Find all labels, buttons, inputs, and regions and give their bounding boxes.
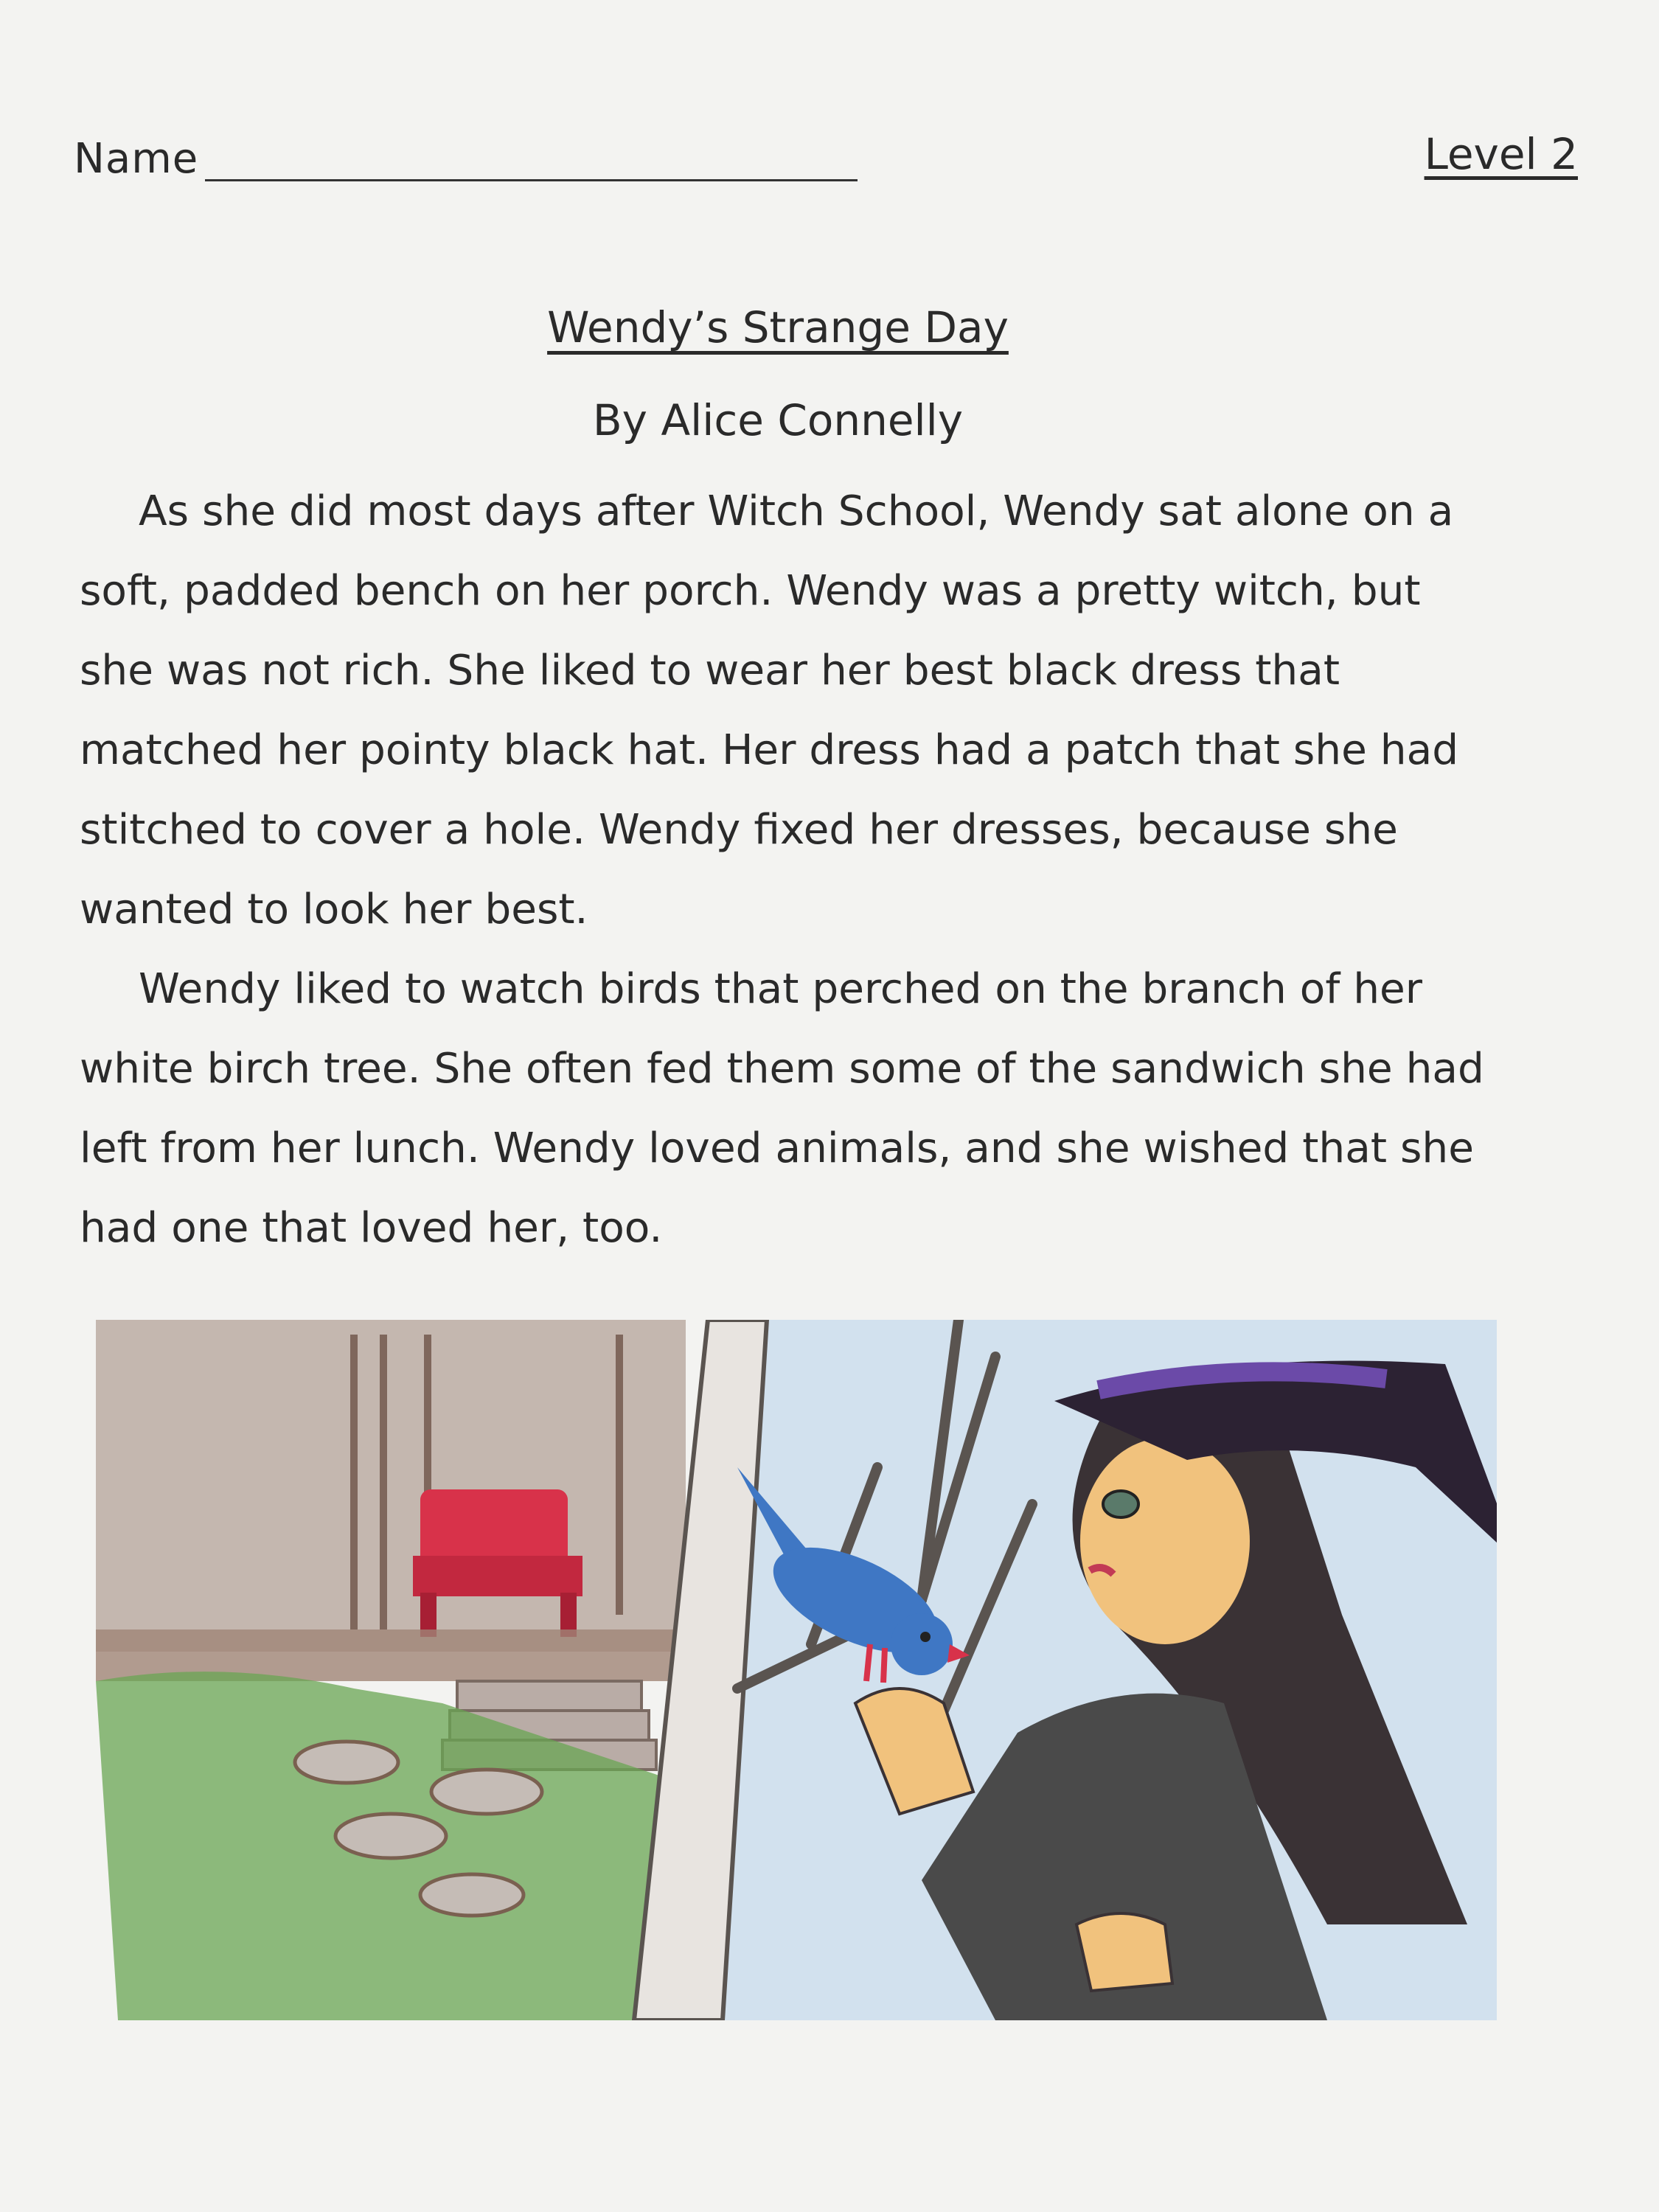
story-line: wanted to look her best. <box>80 886 588 933</box>
story-line: she was not rich. She liked to wear her best black dress that <box>80 647 1340 695</box>
story-line: white birch tree. She often fed them some of the sandwich she had <box>80 1045 1484 1093</box>
name-blank-line <box>205 179 858 181</box>
witch-eye <box>1103 1491 1138 1517</box>
porch-wall <box>96 1320 686 1652</box>
story-heading <box>0 302 1659 445</box>
story-text <box>80 472 1547 1268</box>
story-line: stitched to cover a hole. Wendy fixed her dresses, because she <box>80 806 1398 854</box>
story-title: Wendy’s Strange Day <box>547 302 1009 352</box>
story-line: had one that loved her, too. <box>80 1204 663 1252</box>
worksheet-header <box>74 129 1578 188</box>
story-line: Wendy liked to watch birds that perched on the branch of her <box>139 965 1422 1013</box>
story-paragraph-2 <box>80 950 1547 1268</box>
story-line: As she did most days after Witch School, Wendy sat alone on a <box>139 487 1454 535</box>
witch-face <box>1080 1438 1250 1644</box>
story-line: left from her lunch. Wendy loved animals, and she wished that she <box>80 1124 1474 1172</box>
story-line: matched her pointy black hat. Her dress had a patch that she had <box>80 726 1459 774</box>
story-paragraph-1 <box>80 472 1547 950</box>
witch-hand-lower <box>1077 1913 1172 1991</box>
story-line: soft, padded bench on her porch. Wendy was a pretty witch, but <box>80 567 1421 615</box>
story-byline: By Alice Connelly <box>592 395 964 445</box>
name-label: Name <box>74 135 199 183</box>
level-label: Level 2 <box>1424 129 1578 179</box>
story-illustration <box>74 1320 1497 2020</box>
